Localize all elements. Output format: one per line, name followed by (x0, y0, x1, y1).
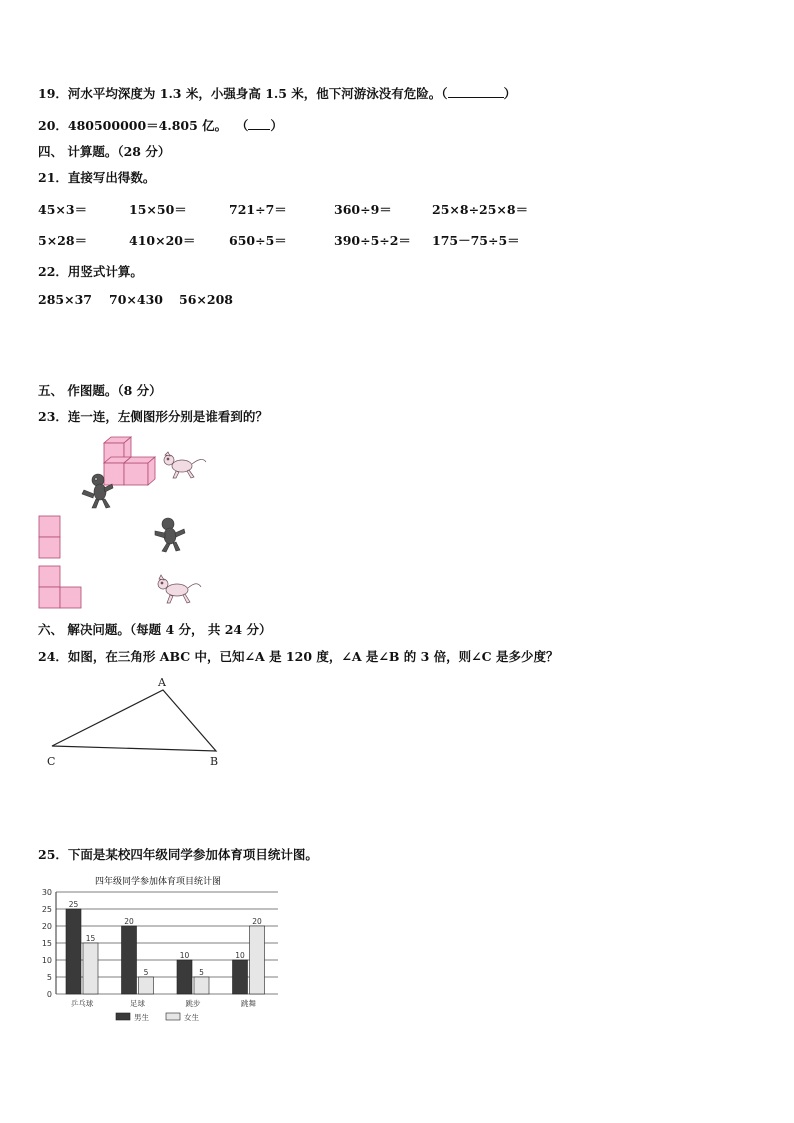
y-tick-label: 0 (46, 990, 52, 999)
legend-label: 女生 (184, 1013, 199, 1022)
question-20-text: 20．480500000＝4.805 亿。 (38, 118, 228, 133)
bar-boy (233, 960, 248, 994)
data-label: 5 (199, 968, 204, 977)
legend-swatch (116, 1013, 130, 1020)
y-tick-label: 30 (41, 888, 52, 897)
data-label: 5 (143, 968, 149, 977)
data-label: 20 (252, 917, 262, 926)
triangle-abc (47, 676, 218, 768)
y-tick-label: 25 (41, 905, 52, 914)
section-6-heading: 六、 解决问题。（每题 4 分， 共 24 分） (38, 622, 272, 637)
category-label: 足球 (130, 999, 145, 1008)
bar-boy (66, 909, 81, 994)
data-label: 10 (235, 951, 245, 960)
question-22: 22．用竖式计算。 (38, 264, 143, 279)
calc-item: 650÷5＝ (229, 233, 287, 248)
vertical-calc-item: 56×208 (179, 292, 233, 307)
cube-stack (104, 437, 155, 485)
data-label: 10 (179, 951, 190, 960)
y-tick-label: 10 (41, 956, 52, 965)
question-20-close: ） (270, 118, 283, 133)
question-21: 21．直接写出得数。 (38, 170, 156, 185)
question-23: 23．连一连，左侧图形分别是谁看到的？ (38, 409, 268, 424)
calc-item: 15×50＝ (129, 202, 187, 217)
category-label: 跳步 (185, 999, 201, 1008)
data-label: 15 (85, 934, 96, 943)
calc-item: 721÷7＝ (229, 202, 287, 217)
calc-item: 5×28＝ (38, 233, 88, 248)
vertex-label-b: B (210, 755, 219, 768)
front-view-shape[interactable] (39, 516, 60, 558)
bar-boy (177, 960, 192, 994)
legend-swatch (166, 1013, 180, 1020)
bar-girl (83, 943, 98, 994)
bar-chart (36, 870, 286, 1030)
y-tick-label: 5 (46, 973, 52, 982)
side-view-shape[interactable] (39, 566, 81, 608)
section-5-heading: 五、 作图题。（8 分） (38, 383, 162, 398)
calc-item: 175－75÷5＝ (432, 233, 520, 248)
data-label: 25 (68, 900, 79, 909)
section-4-heading: 四、 计算题。（28 分） (38, 144, 171, 159)
bar-boy (122, 926, 137, 994)
bar-girl (139, 977, 154, 994)
calc-item: 25×8÷25×8＝ (432, 202, 529, 217)
question-25: 25．下面是某校四年级同学参加体育项目统计图。 (38, 847, 318, 862)
dog-icon[interactable] (158, 575, 201, 603)
bar-girl (194, 977, 209, 994)
monkey-icon[interactable] (155, 518, 185, 552)
dog-icon (164, 452, 206, 478)
category-label: 跳舞 (241, 999, 256, 1008)
question-19-text: 19．河水平均深度为 1.3 米，小强身高 1.5 米，他下河游泳没有危险。（ (38, 86, 448, 101)
vertical-calc-item: 70×430 (109, 292, 163, 307)
legend-label: 男生 (134, 1013, 149, 1022)
calc-item: 45×3＝ (38, 202, 88, 217)
question-24: 24．如图，在三角形 ABC 中，已知∠A 是 120 度，∠A 是∠B 的 3 倍，则∠C 是多少度？ (38, 649, 559, 664)
chart-title: 四年级同学参加体育项目统计图 (94, 877, 222, 887)
vertex-label-c: C (47, 755, 56, 768)
y-tick-label: 15 (41, 939, 52, 948)
y-tick-label: 20 (41, 922, 52, 931)
calc-item: 360÷9＝ (334, 202, 392, 217)
vertex-label-a: A (158, 676, 166, 689)
category-label: 乒乓球 (70, 999, 94, 1008)
question-19-close: ） (503, 86, 517, 101)
vertical-calc-item: 285×37 (38, 292, 92, 307)
data-label: 20 (124, 917, 134, 926)
calc-item: 410×20＝ (129, 233, 196, 248)
question-20-open: （ (235, 118, 249, 133)
calc-item: 390÷5÷2＝ (334, 233, 411, 248)
bar-girl (250, 926, 265, 994)
